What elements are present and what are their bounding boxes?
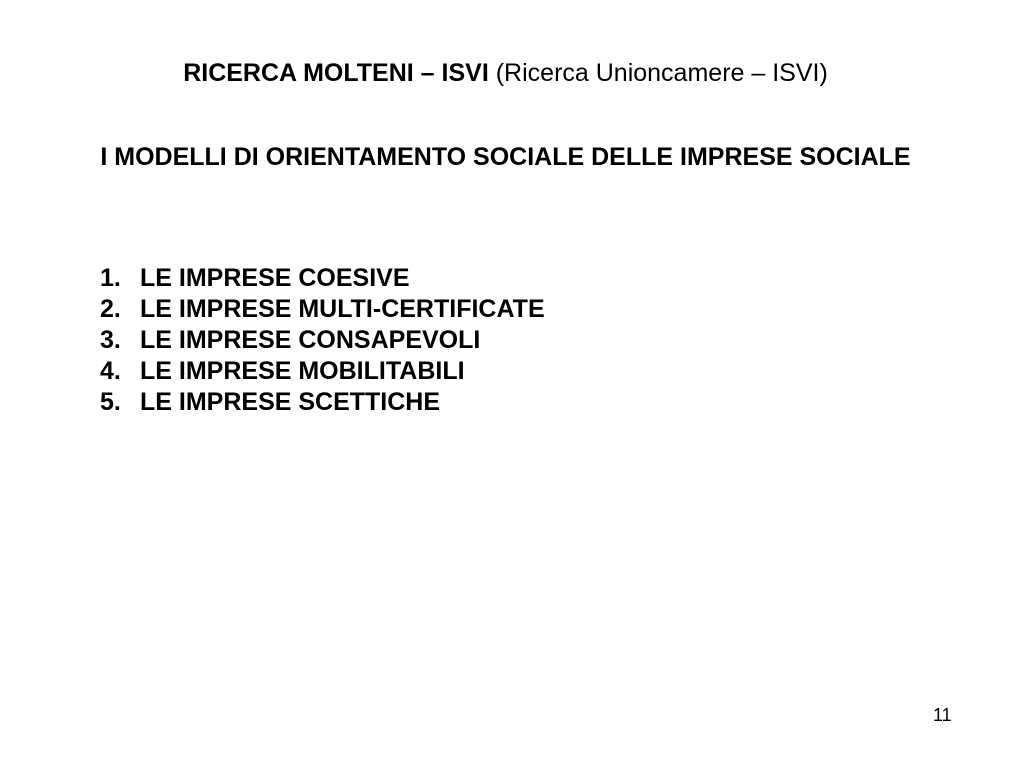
list-item — [100, 387, 545, 418]
list-item-number: 5. — [100, 388, 121, 416]
list-item-number: 4. — [100, 357, 121, 385]
list-item-label: LE IMPRESE MULTI-CERTIFICATE — [140, 295, 545, 323]
slide-title-bold-part: RICERCA MOLTENI – ISVI — [183, 59, 489, 87]
slide-title-regular-part: (Ricerca Unioncamere – ISVI) — [488, 59, 828, 87]
list-item-label: LE IMPRESE SCETTICHE — [140, 388, 441, 416]
list-item — [100, 294, 545, 325]
page-number: 11 — [933, 705, 952, 725]
list-item — [100, 325, 545, 356]
numbered-list — [100, 263, 545, 418]
slide-title — [0, 58, 1011, 88]
list-item-label: LE IMPRESE COESIVE — [140, 264, 410, 292]
list-item-number: 3. — [100, 326, 121, 354]
list-item-label: LE IMPRESE CONSAPEVOLI — [140, 326, 481, 354]
list-item-label: LE IMPRESE MOBILITABILI — [140, 357, 465, 385]
list-item-number: 1. — [100, 264, 121, 292]
list-item — [100, 263, 545, 294]
list-item — [100, 356, 545, 387]
list-item-number: 2. — [100, 295, 121, 323]
slide-heading: I MODELLI DI ORIENTAMENTO SOCIALE DELLE IMPRESE SOCIALE — [100, 143, 911, 171]
